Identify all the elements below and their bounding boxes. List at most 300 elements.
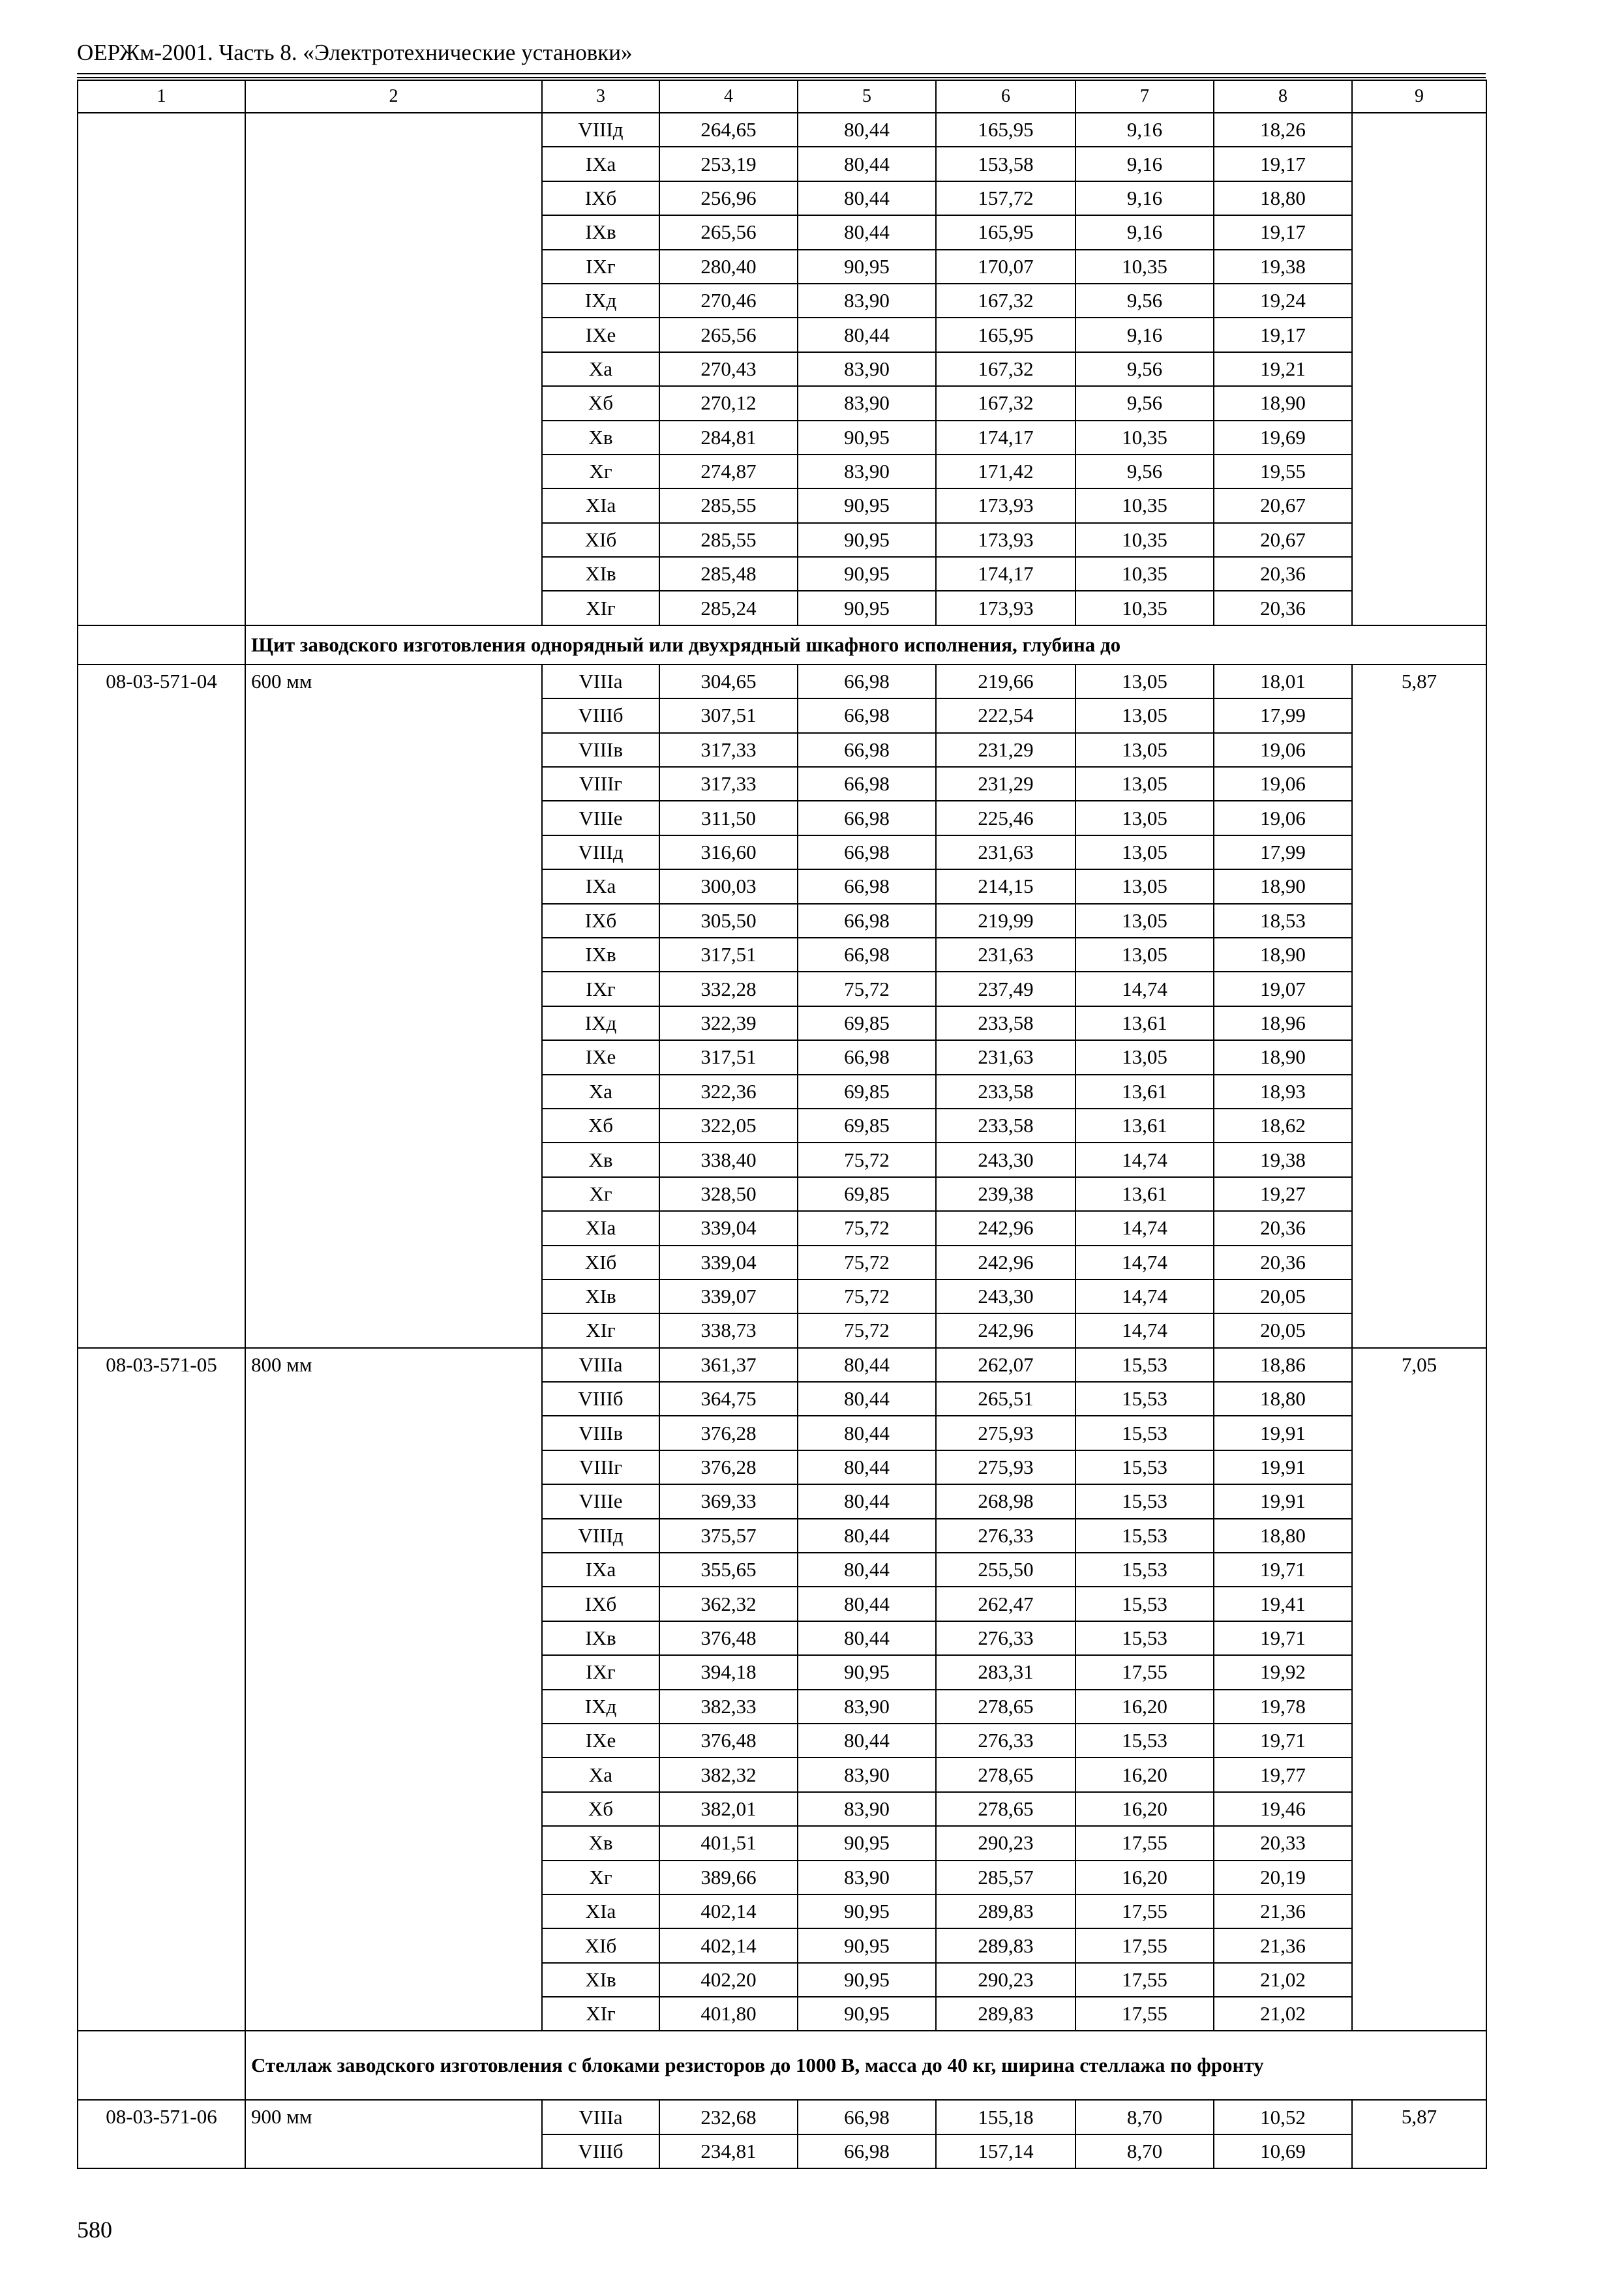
value-cell: 174,17 (936, 421, 1075, 455)
column-9-value: 5,87 (1352, 665, 1486, 1348)
value-cell: 285,48 (659, 557, 798, 591)
value-cell: 285,55 (659, 488, 798, 522)
value-cell: 19,06 (1214, 733, 1352, 767)
zone-cell: IXв (542, 215, 659, 249)
value-cell: 83,90 (798, 1758, 936, 1791)
zone-cell: VIIIб (542, 698, 659, 732)
column-number: 2 (245, 80, 542, 113)
rate-code (78, 113, 245, 625)
value-cell: 21,02 (1214, 1963, 1352, 1997)
value-cell: 66,98 (798, 2134, 936, 2168)
zone-cell: IXа (542, 1553, 659, 1587)
zone-cell: IXд (542, 1690, 659, 1724)
value-cell: 289,83 (936, 1997, 1075, 2031)
zone-cell: VIIIа (542, 2100, 659, 2134)
value-cell: 225,46 (936, 801, 1075, 835)
value-cell: 13,05 (1075, 665, 1214, 698)
value-cell: 17,99 (1214, 698, 1352, 732)
zone-cell: Xв (542, 421, 659, 455)
page-number: 580 (77, 2217, 112, 2243)
zone-cell: IXе (542, 1724, 659, 1758)
zone-cell: Xб (542, 1109, 659, 1143)
column-number: 8 (1214, 80, 1352, 113)
rate-description: 900 мм (245, 2100, 542, 2168)
value-cell: 10,52 (1214, 2100, 1352, 2134)
value-cell: 369,33 (659, 1484, 798, 1518)
value-cell: 10,35 (1075, 250, 1214, 284)
value-cell: 9,16 (1075, 113, 1214, 147)
zone-cell: XIа (542, 488, 659, 522)
zone-cell: Xб (542, 1792, 659, 1826)
value-cell: 14,74 (1075, 1313, 1214, 1347)
value-cell: 231,63 (936, 835, 1075, 869)
value-cell: 305,50 (659, 904, 798, 938)
value-cell: 69,85 (798, 1109, 936, 1143)
value-cell: 214,15 (936, 869, 1075, 903)
value-cell: 239,38 (936, 1177, 1075, 1211)
value-cell: 9,16 (1075, 181, 1214, 215)
value-cell: 90,95 (798, 1655, 936, 1689)
value-cell: 242,96 (936, 1313, 1075, 1347)
section-spacer (78, 625, 245, 665)
value-cell: 157,72 (936, 181, 1075, 215)
value-cell: 401,51 (659, 1826, 798, 1860)
value-cell: 83,90 (798, 1690, 936, 1724)
value-cell: 19,41 (1214, 1587, 1352, 1621)
value-cell: 19,38 (1214, 250, 1352, 284)
value-cell: 270,12 (659, 386, 798, 420)
value-cell: 270,46 (659, 284, 798, 318)
value-cell: 75,72 (798, 1279, 936, 1313)
value-cell: 19,71 (1214, 1553, 1352, 1587)
value-cell: 19,91 (1214, 1450, 1352, 1484)
value-cell: 376,48 (659, 1621, 798, 1655)
value-cell: 21,02 (1214, 1997, 1352, 2031)
value-cell: 75,72 (798, 1143, 936, 1176)
value-cell: 20,36 (1214, 1211, 1352, 1245)
value-cell: 80,44 (798, 147, 936, 181)
value-cell: 317,33 (659, 733, 798, 767)
value-cell: 328,50 (659, 1177, 798, 1211)
zone-cell: Xв (542, 1826, 659, 1860)
value-cell: 8,70 (1075, 2134, 1214, 2168)
value-cell: 19,07 (1214, 972, 1352, 1006)
value-cell: 15,53 (1075, 1587, 1214, 1621)
value-cell: 17,55 (1075, 1894, 1214, 1928)
zone-cell: VIIIг (542, 1450, 659, 1484)
value-cell: 19,21 (1214, 352, 1352, 386)
value-cell: 19,71 (1214, 1724, 1352, 1758)
value-cell: 16,20 (1075, 1758, 1214, 1791)
value-cell: 278,65 (936, 1690, 1075, 1724)
table-row (78, 665, 1486, 698)
value-cell: 14,74 (1075, 1143, 1214, 1176)
value-cell: 316,60 (659, 835, 798, 869)
value-cell: 66,98 (798, 2100, 936, 2134)
value-cell: 20,36 (1214, 591, 1352, 625)
value-cell: 19,38 (1214, 1143, 1352, 1176)
value-cell: 80,44 (798, 1519, 936, 1553)
value-cell: 19,17 (1214, 318, 1352, 352)
value-cell: 16,20 (1075, 1792, 1214, 1826)
value-cell: 69,85 (798, 1075, 936, 1109)
value-cell: 80,44 (798, 113, 936, 147)
value-cell: 10,35 (1075, 591, 1214, 625)
zone-cell: IXа (542, 147, 659, 181)
value-cell: 8,70 (1075, 2100, 1214, 2134)
value-cell: 394,18 (659, 1655, 798, 1689)
value-cell: 233,58 (936, 1006, 1075, 1040)
zone-cell: XIв (542, 557, 659, 591)
zone-cell: Xг (542, 455, 659, 488)
value-cell: 10,35 (1075, 488, 1214, 522)
value-cell: 83,90 (798, 352, 936, 386)
column-number: 7 (1075, 80, 1214, 113)
zone-cell: VIIIб (542, 1382, 659, 1416)
value-cell: 20,05 (1214, 1313, 1352, 1347)
value-cell: 307,51 (659, 698, 798, 732)
value-cell: 339,07 (659, 1279, 798, 1313)
value-cell: 20,36 (1214, 557, 1352, 591)
zone-cell: IXд (542, 284, 659, 318)
section-title: Щит заводского изготовления однорядный или двухрядный шкафного исполнения, глубина до (245, 625, 1486, 665)
zone-cell: Xг (542, 1177, 659, 1211)
table-row (78, 1348, 1486, 1382)
value-cell: 17,55 (1075, 1655, 1214, 1689)
zone-cell: VIIIе (542, 1484, 659, 1518)
value-cell: 13,05 (1075, 767, 1214, 801)
value-cell: 90,95 (798, 488, 936, 522)
zone-cell: XIг (542, 1313, 659, 1347)
column-number: 6 (936, 80, 1075, 113)
value-cell: 90,95 (798, 1997, 936, 2031)
value-cell: 276,33 (936, 1621, 1075, 1655)
value-cell: 264,65 (659, 113, 798, 147)
value-cell: 90,95 (798, 1928, 936, 1962)
value-cell: 362,32 (659, 1587, 798, 1621)
value-cell: 69,85 (798, 1177, 936, 1211)
value-cell: 19,69 (1214, 421, 1352, 455)
zone-cell: IXа (542, 869, 659, 903)
zone-cell: XIг (542, 1997, 659, 2031)
value-cell: 13,05 (1075, 698, 1214, 732)
value-cell: 278,65 (936, 1792, 1075, 1826)
value-cell: 173,93 (936, 488, 1075, 522)
value-cell: 276,33 (936, 1519, 1075, 1553)
value-cell: 278,65 (936, 1758, 1075, 1791)
value-cell: 231,29 (936, 733, 1075, 767)
rate-code: 08-03-571-04 (78, 665, 245, 1348)
value-cell: 66,98 (798, 904, 936, 938)
value-cell: 75,72 (798, 1211, 936, 1245)
value-cell: 18,90 (1214, 938, 1352, 972)
value-cell: 15,53 (1075, 1519, 1214, 1553)
value-cell: 322,39 (659, 1006, 798, 1040)
zone-cell: Xа (542, 352, 659, 386)
value-cell: 376,48 (659, 1724, 798, 1758)
value-cell: 13,05 (1075, 938, 1214, 972)
zone-cell: XIа (542, 1894, 659, 1928)
zone-cell: IXб (542, 904, 659, 938)
value-cell: 332,28 (659, 972, 798, 1006)
value-cell: 66,98 (798, 869, 936, 903)
value-cell: 382,32 (659, 1758, 798, 1791)
value-cell: 339,04 (659, 1246, 798, 1279)
value-cell: 90,95 (798, 1826, 936, 1860)
rates-table (77, 80, 1487, 2169)
value-cell: 13,05 (1075, 1040, 1214, 1074)
zone-cell: VIIIд (542, 835, 659, 869)
value-cell: 253,19 (659, 147, 798, 181)
value-cell: 13,05 (1075, 733, 1214, 767)
value-cell: 13,61 (1075, 1109, 1214, 1143)
value-cell: 18,26 (1214, 113, 1352, 147)
value-cell: 262,07 (936, 1348, 1075, 1382)
value-cell: 9,16 (1075, 318, 1214, 352)
value-cell: 262,47 (936, 1587, 1075, 1621)
value-cell: 80,44 (798, 1587, 936, 1621)
value-cell: 15,53 (1075, 1416, 1214, 1450)
value-cell: 19,91 (1214, 1416, 1352, 1450)
zone-cell: IXб (542, 1587, 659, 1621)
zone-cell: IXг (542, 250, 659, 284)
value-cell: 80,44 (798, 181, 936, 215)
value-cell: 155,18 (936, 2100, 1075, 2134)
column-9-value (1352, 113, 1486, 625)
value-cell: 80,44 (798, 215, 936, 249)
value-cell: 270,43 (659, 352, 798, 386)
value-cell: 66,98 (798, 835, 936, 869)
value-cell: 90,95 (798, 591, 936, 625)
value-cell: 19,78 (1214, 1690, 1352, 1724)
value-cell: 15,53 (1075, 1450, 1214, 1484)
value-cell: 17,55 (1075, 1997, 1214, 2031)
value-cell: 338,73 (659, 1313, 798, 1347)
value-cell: 9,16 (1075, 215, 1214, 249)
zone-cell: VIIIв (542, 1416, 659, 1450)
table-row (78, 113, 1486, 147)
zone-cell: VIIIд (542, 113, 659, 147)
value-cell: 19,17 (1214, 147, 1352, 181)
zone-cell: VIIIе (542, 801, 659, 835)
value-cell: 170,07 (936, 250, 1075, 284)
zone-cell: IXб (542, 181, 659, 215)
value-cell: 14,74 (1075, 1211, 1214, 1245)
value-cell: 90,95 (798, 1963, 936, 1997)
value-cell: 13,05 (1075, 869, 1214, 903)
value-cell: 80,44 (798, 1348, 936, 1382)
column-number: 4 (659, 80, 798, 113)
value-cell: 285,24 (659, 591, 798, 625)
zone-cell: Xб (542, 386, 659, 420)
value-cell: 289,83 (936, 1894, 1075, 1928)
column-number: 9 (1352, 80, 1486, 113)
value-cell: 242,96 (936, 1211, 1075, 1245)
value-cell: 402,14 (659, 1928, 798, 1962)
value-cell: 165,95 (936, 318, 1075, 352)
section-heading-row (78, 2031, 1486, 2100)
value-cell: 268,98 (936, 1484, 1075, 1518)
value-cell: 18,80 (1214, 181, 1352, 215)
value-cell: 317,33 (659, 767, 798, 801)
value-cell: 80,44 (798, 1416, 936, 1450)
value-cell: 10,35 (1075, 421, 1214, 455)
value-cell: 18,90 (1214, 386, 1352, 420)
value-cell: 339,04 (659, 1211, 798, 1245)
value-cell: 9,56 (1075, 352, 1214, 386)
value-cell: 275,93 (936, 1450, 1075, 1484)
zone-cell: VIIIд (542, 1519, 659, 1553)
value-cell: 19,06 (1214, 767, 1352, 801)
value-cell: 66,98 (798, 665, 936, 698)
value-cell: 20,67 (1214, 488, 1352, 522)
value-cell: 219,66 (936, 665, 1075, 698)
header-rule (77, 77, 1486, 78)
value-cell: 290,23 (936, 1826, 1075, 1860)
value-cell: 66,98 (798, 801, 936, 835)
value-cell: 283,31 (936, 1655, 1075, 1689)
value-cell: 19,55 (1214, 455, 1352, 488)
value-cell: 15,53 (1075, 1348, 1214, 1382)
value-cell: 222,54 (936, 698, 1075, 732)
value-cell: 361,37 (659, 1348, 798, 1382)
value-cell: 15,53 (1075, 1724, 1214, 1758)
zone-cell: XIб (542, 523, 659, 557)
value-cell: 171,42 (936, 455, 1075, 488)
value-cell: 21,36 (1214, 1894, 1352, 1928)
value-cell: 243,30 (936, 1143, 1075, 1176)
value-cell: 401,80 (659, 1997, 798, 2031)
rate-description: 600 мм (245, 665, 542, 1348)
value-cell: 376,28 (659, 1416, 798, 1450)
value-cell: 19,77 (1214, 1758, 1352, 1791)
value-cell: 18,90 (1214, 869, 1352, 903)
value-cell: 13,61 (1075, 1006, 1214, 1040)
value-cell: 66,98 (798, 698, 936, 732)
value-cell: 317,51 (659, 1040, 798, 1074)
rate-code: 08-03-571-05 (78, 1348, 245, 2031)
value-cell: 18,53 (1214, 904, 1352, 938)
zone-cell: VIIIб (542, 2134, 659, 2168)
value-cell: 231,63 (936, 1040, 1075, 1074)
value-cell: 18,01 (1214, 665, 1352, 698)
value-cell: 66,98 (798, 733, 936, 767)
zone-cell: VIIIв (542, 733, 659, 767)
value-cell: 304,65 (659, 665, 798, 698)
zone-cell: IXв (542, 938, 659, 972)
value-cell: 338,40 (659, 1143, 798, 1176)
value-cell: 231,63 (936, 938, 1075, 972)
value-cell: 13,05 (1075, 835, 1214, 869)
value-cell: 290,23 (936, 1963, 1075, 1997)
value-cell: 90,95 (798, 557, 936, 591)
value-cell: 9,16 (1075, 147, 1214, 181)
value-cell: 285,57 (936, 1861, 1075, 1894)
value-cell: 19,91 (1214, 1484, 1352, 1518)
value-cell: 265,56 (659, 215, 798, 249)
value-cell: 17,55 (1075, 1963, 1214, 1997)
value-cell: 19,06 (1214, 801, 1352, 835)
value-cell: 80,44 (798, 1724, 936, 1758)
value-cell: 234,81 (659, 2134, 798, 2168)
value-cell: 355,65 (659, 1553, 798, 1587)
value-cell: 66,98 (798, 938, 936, 972)
zone-cell: VIIIа (542, 1348, 659, 1382)
value-cell: 364,75 (659, 1382, 798, 1416)
value-cell: 243,30 (936, 1279, 1075, 1313)
value-cell: 16,20 (1075, 1861, 1214, 1894)
value-cell: 66,98 (798, 767, 936, 801)
value-cell: 69,85 (798, 1006, 936, 1040)
zone-cell: IXе (542, 1040, 659, 1074)
value-cell: 21,36 (1214, 1928, 1352, 1962)
value-cell: 300,03 (659, 869, 798, 903)
value-cell: 10,35 (1075, 523, 1214, 557)
value-cell: 376,28 (659, 1450, 798, 1484)
section-spacer (78, 2031, 245, 2100)
zone-cell: Xв (542, 1143, 659, 1176)
value-cell: 9,56 (1075, 386, 1214, 420)
value-cell: 83,90 (798, 1792, 936, 1826)
value-cell: 75,72 (798, 1246, 936, 1279)
zone-cell: XIа (542, 1211, 659, 1245)
value-cell: 15,53 (1075, 1382, 1214, 1416)
value-cell: 13,61 (1075, 1177, 1214, 1211)
value-cell: 10,69 (1214, 2134, 1352, 2168)
value-cell: 80,44 (798, 1484, 936, 1518)
zone-cell: XIб (542, 1246, 659, 1279)
section-heading-row (78, 625, 1486, 665)
value-cell: 289,83 (936, 1928, 1075, 1962)
value-cell: 174,17 (936, 557, 1075, 591)
table-row (78, 2100, 1486, 2134)
value-cell: 275,93 (936, 1416, 1075, 1450)
value-cell: 19,24 (1214, 284, 1352, 318)
value-cell: 20,05 (1214, 1279, 1352, 1313)
value-cell: 10,35 (1075, 557, 1214, 591)
value-cell: 265,56 (659, 318, 798, 352)
zone-cell: VIIIг (542, 767, 659, 801)
value-cell: 402,14 (659, 1894, 798, 1928)
zone-cell: IXв (542, 1621, 659, 1655)
value-cell: 173,93 (936, 523, 1075, 557)
value-cell: 389,66 (659, 1861, 798, 1894)
value-cell: 14,74 (1075, 1246, 1214, 1279)
zone-cell: IXг (542, 1655, 659, 1689)
zone-cell: Xг (542, 1861, 659, 1894)
value-cell: 20,36 (1214, 1246, 1352, 1279)
value-cell: 18,93 (1214, 1075, 1352, 1109)
zone-cell: Xа (542, 1758, 659, 1791)
zone-cell: IXд (542, 1006, 659, 1040)
zone-cell: XIб (542, 1928, 659, 1962)
value-cell: 13,61 (1075, 1075, 1214, 1109)
value-cell: 14,74 (1075, 972, 1214, 1006)
value-cell: 165,95 (936, 113, 1075, 147)
value-cell: 13,05 (1075, 904, 1214, 938)
rate-description: 800 мм (245, 1348, 542, 2031)
value-cell: 19,27 (1214, 1177, 1352, 1211)
value-cell: 19,92 (1214, 1655, 1352, 1689)
value-cell: 20,33 (1214, 1826, 1352, 1860)
value-cell: 66,98 (798, 1040, 936, 1074)
value-cell: 233,58 (936, 1075, 1075, 1109)
value-cell: 19,46 (1214, 1792, 1352, 1826)
value-cell: 90,95 (798, 1894, 936, 1928)
column-9-value: 5,87 (1352, 2100, 1486, 2168)
value-cell: 20,19 (1214, 1861, 1352, 1894)
value-cell: 83,90 (798, 284, 936, 318)
